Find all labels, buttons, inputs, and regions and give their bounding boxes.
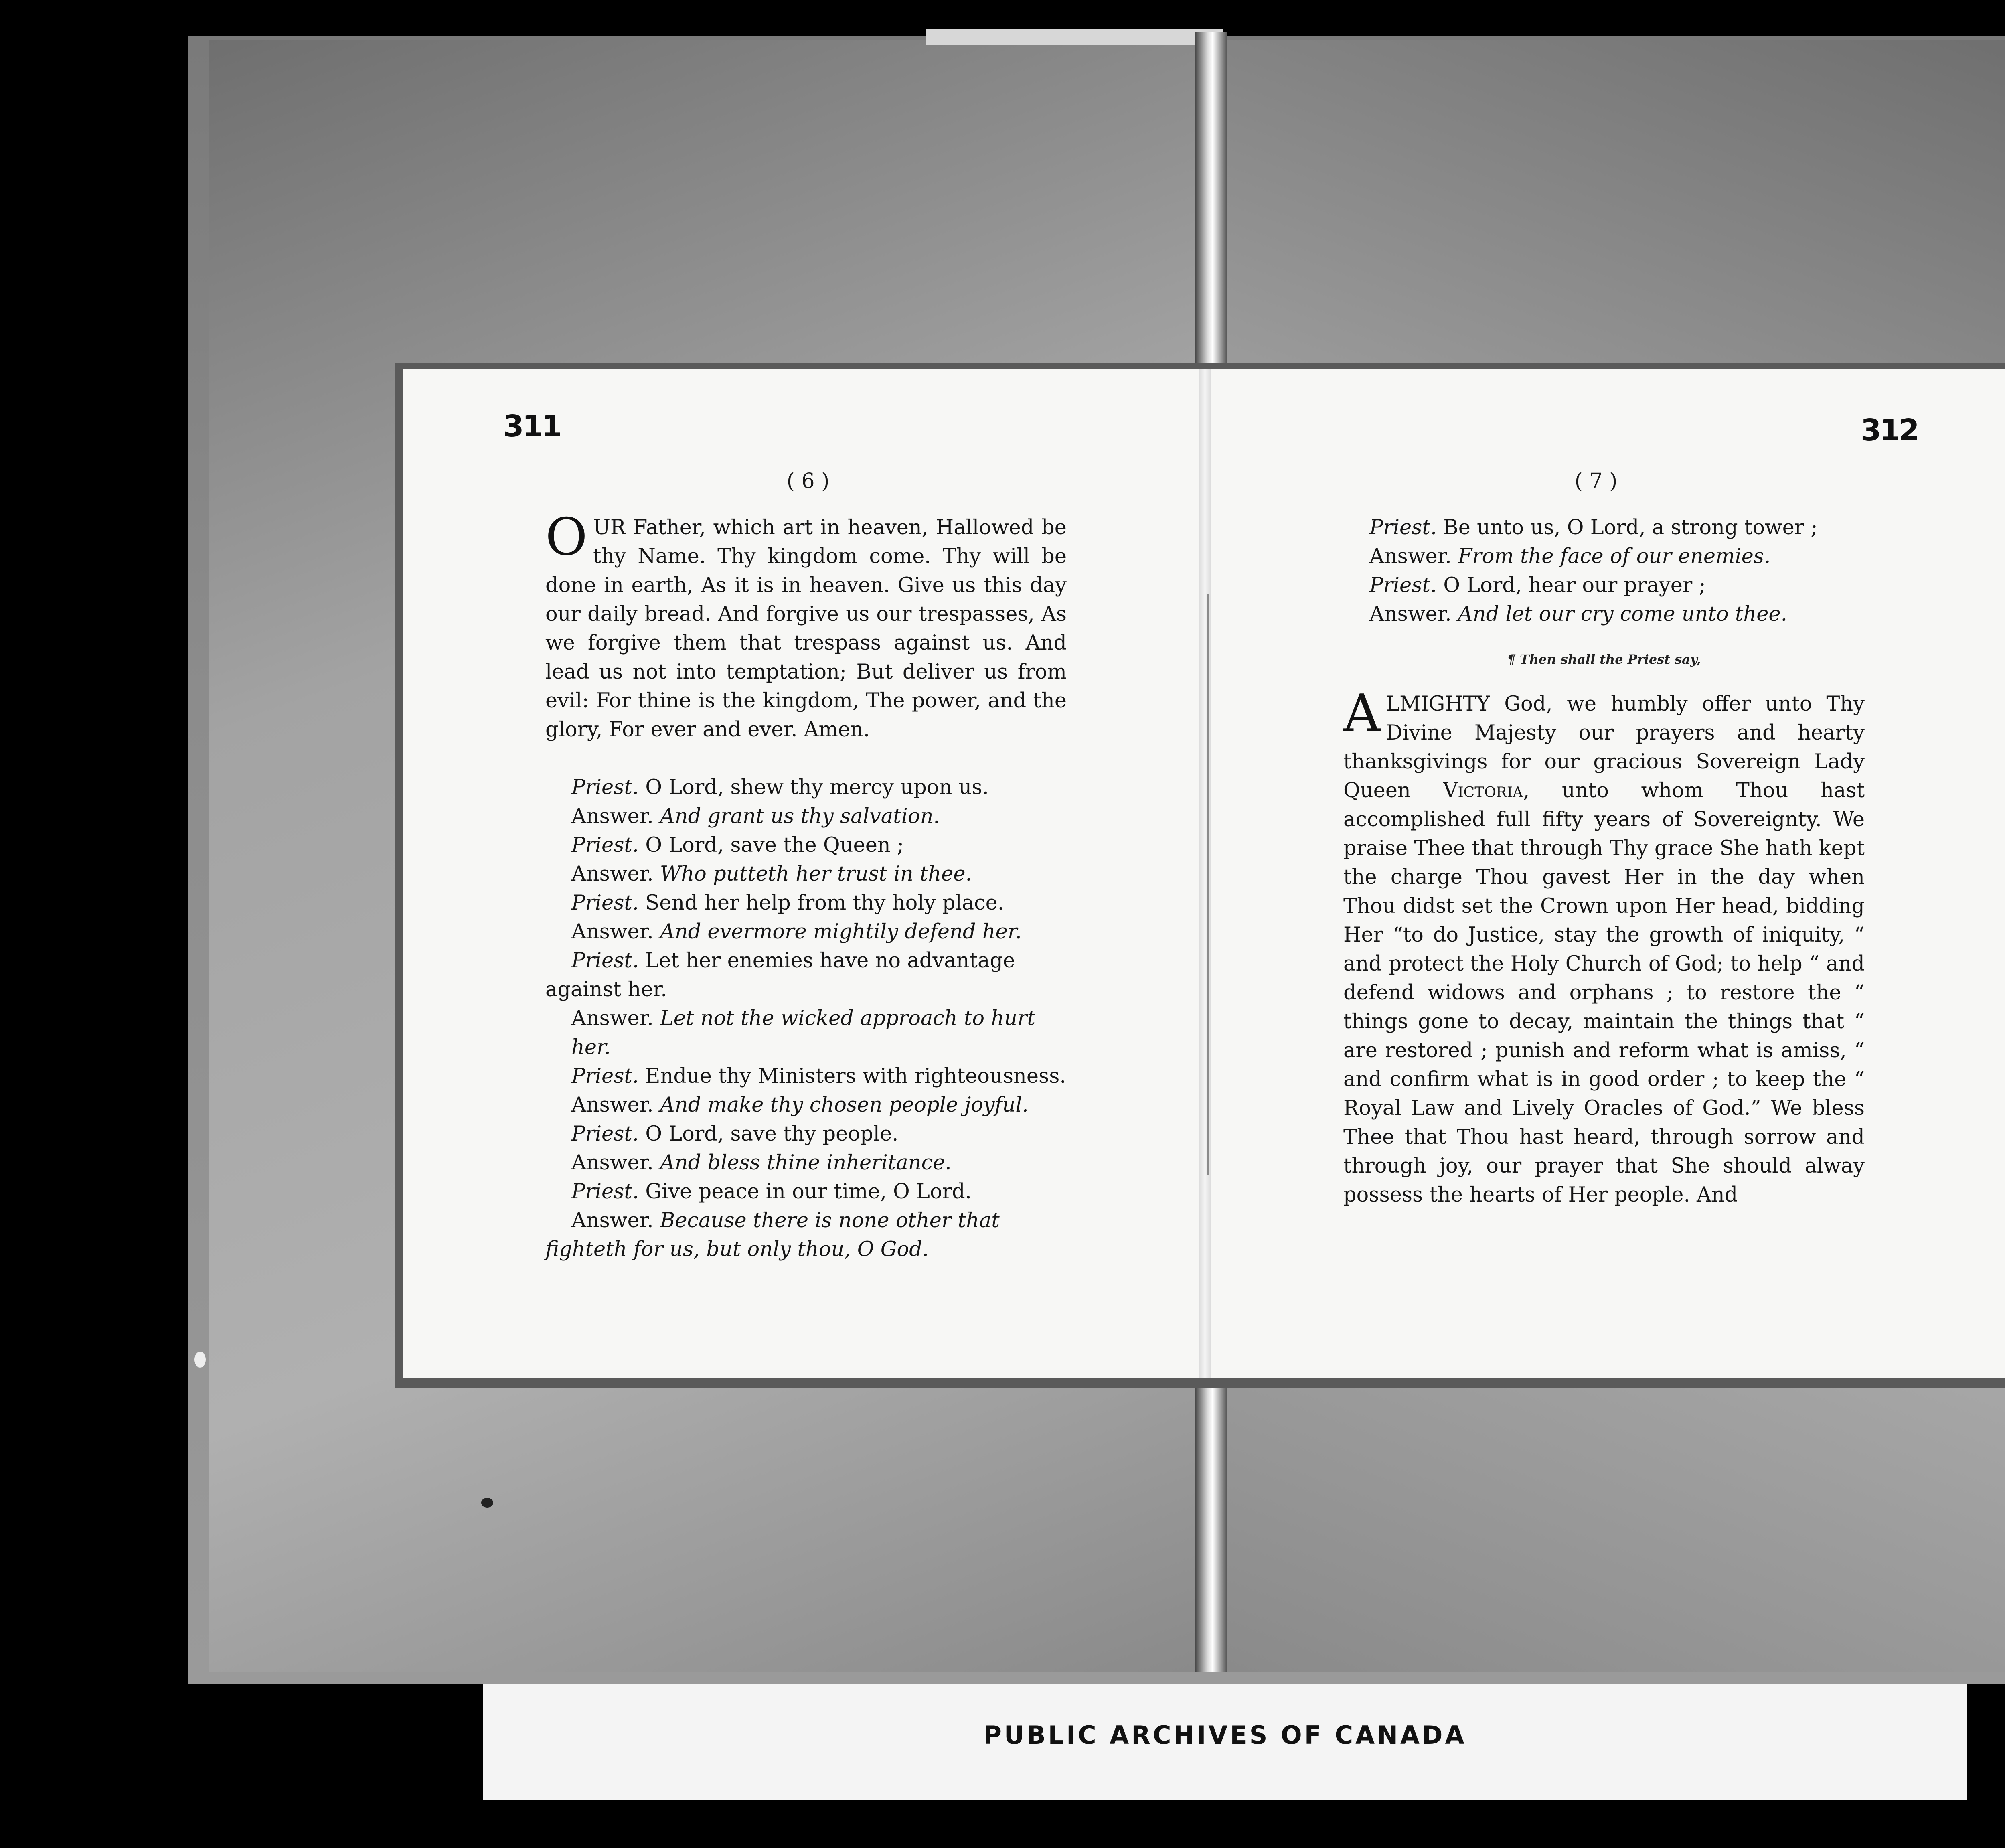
versicle-text: And let our cry come unto thee. (1451, 602, 1787, 626)
dropcap-a: A (1343, 684, 1381, 744)
versicle-line (545, 860, 1067, 889)
versicle-line (545, 773, 1067, 802)
versicle-text: O Lord, shew thy mercy upon us. (639, 776, 989, 799)
archive-number-right: 312 (1861, 413, 1918, 448)
versicle-text: Who putteth her trust in thee. (653, 862, 972, 886)
versicle-line (1343, 513, 1865, 542)
accession-prayer (1343, 684, 1865, 1210)
versicle-text: Send her help from thy holy place. (639, 891, 1005, 915)
versicle-line (545, 1177, 1067, 1206)
binding-thread (1207, 594, 1209, 1175)
right-page-text (1343, 513, 1865, 1210)
versicles-list-continued (1343, 513, 1865, 629)
versicle-text: Endue thy Ministers with righteousness. (639, 1064, 1066, 1088)
scan-speck (194, 1352, 206, 1368)
speaker-label: Answer. (1369, 545, 1452, 568)
versicle-line (545, 831, 1067, 860)
speaker-label: Priest. (571, 1122, 639, 1146)
versicle-line (545, 1091, 1067, 1120)
queen-name: Victoria (1443, 779, 1523, 802)
archive-label: PUBLIC ARCHIVES OF CANADA (983, 1720, 1467, 1750)
page-number-left: ( 6 ) (786, 469, 830, 493)
versicle-line (545, 946, 1067, 1004)
versicle-text: Let her enemies have no advantage against her. (545, 949, 1015, 1001)
versicle-line (545, 802, 1067, 831)
speaker-label: Priest. (571, 949, 639, 973)
lords-prayer-text: UR Father, which art in heaven, Hallowed be thy Name. Thy kingdom come. Thy will be done in earth, As it is in heaven. Give us this day our daily bread. And forgive us our trespasses, As we forgive them that trespass against us. And lead us not into temptation; But deliver us from evil: For thine is the kingdom, The power, and the glory, For ever and ever. Amen. (545, 516, 1067, 742)
archive-number-left: 311 (503, 409, 561, 444)
speaker-label: Priest. (571, 891, 639, 915)
versicle-text: And grant us thy salvation. (653, 804, 940, 828)
versicle-text: Because there is none other that fighteth for us, but only thou, O God. (545, 1209, 1000, 1261)
versicle-text: Give peace in our time, O Lord. (639, 1180, 972, 1204)
versicle-text: Let not the wicked approach to hurt her. (571, 1007, 1035, 1059)
versicle-text: O Lord, hear our prayer ; (1437, 573, 1706, 597)
speaker-label: Answer. (1369, 602, 1452, 626)
prayer-text-start: LMIGHTY God, we humbly offer unto Thy Divine Majesty our prayers and hearty thanksgivings for our gracious Sovereign Lady Queen (1343, 692, 1865, 802)
top-paper-strip (926, 29, 1223, 45)
speaker-label: Answer. (571, 1209, 654, 1232)
versicle-line (545, 1206, 1067, 1264)
page-number-right: ( 7 ) (1574, 469, 1618, 493)
speaker-label: Answer. (571, 804, 654, 828)
rubric: ¶ Then shall the Priest say, (1507, 652, 1701, 667)
scan-speck (481, 1498, 493, 1508)
prayer-text-end: , unto whom Thou hast accomplished full fifty years of Sovereignty. We praise Thee that through Thy grace She hath kept the charge Thou gavest Her in the day when Thou didst set the Crown upon Her head, bidding Her “to do Justice, stay the growth of iniquity, “ and protect the Holy Church of God; to help “ and defend widows and orphans ; to restore the “ things gone to decay, maintain the things that “ are restored ; punish and reform what is amiss, “ and confirm what is in good order ; to keep the “ Royal Law and Lively Oracles of God.” We bless Thee that Thou hast heard, through sorrow and through joy, our prayer that She should alway possess the hearts of Her people. And (1343, 779, 1865, 1207)
versicle-line (545, 1062, 1067, 1091)
left-page-text (545, 507, 1067, 1264)
speaker-label: Answer. (571, 920, 654, 944)
speaker-label: Priest. (571, 776, 639, 799)
speaker-label: Priest. (571, 1064, 639, 1088)
speaker-label: Priest. (571, 1180, 639, 1204)
speaker-label: Answer. (571, 1007, 654, 1030)
versicle-text: And bless thine inheritance. (653, 1151, 952, 1175)
versicle-text: Be unto us, O Lord, a strong tower ; (1437, 516, 1818, 539)
versicle-line (545, 1149, 1067, 1177)
versicle-text: And evermore mightily defend her. (653, 920, 1022, 944)
versicle-text: O Lord, save thy people. (639, 1122, 899, 1146)
versicle-text: And make thy chosen people joyful. (653, 1093, 1029, 1117)
versicle-line (545, 1004, 1067, 1062)
speaker-label: Priest. (1369, 516, 1437, 539)
speaker-label: Priest. (1369, 573, 1437, 597)
versicle-text: O Lord, save the Queen ; (639, 833, 904, 857)
speaker-label: Answer. (571, 862, 654, 886)
versicle-line (1343, 542, 1865, 571)
speaker-label: Priest. (571, 833, 639, 857)
versicle-line (545, 918, 1067, 946)
versicle-line (545, 1120, 1067, 1149)
versicles-list (545, 773, 1067, 1264)
versicle-line (1343, 571, 1865, 600)
speaker-label: Answer. (571, 1151, 654, 1175)
versicle-line (545, 889, 1067, 918)
versicle-text: From the face of our enemies. (1451, 545, 1771, 568)
lords-prayer (545, 507, 1067, 744)
versicle-line (1343, 600, 1865, 629)
dropcap-o: O (545, 507, 587, 567)
speaker-label: Answer. (571, 1093, 654, 1117)
